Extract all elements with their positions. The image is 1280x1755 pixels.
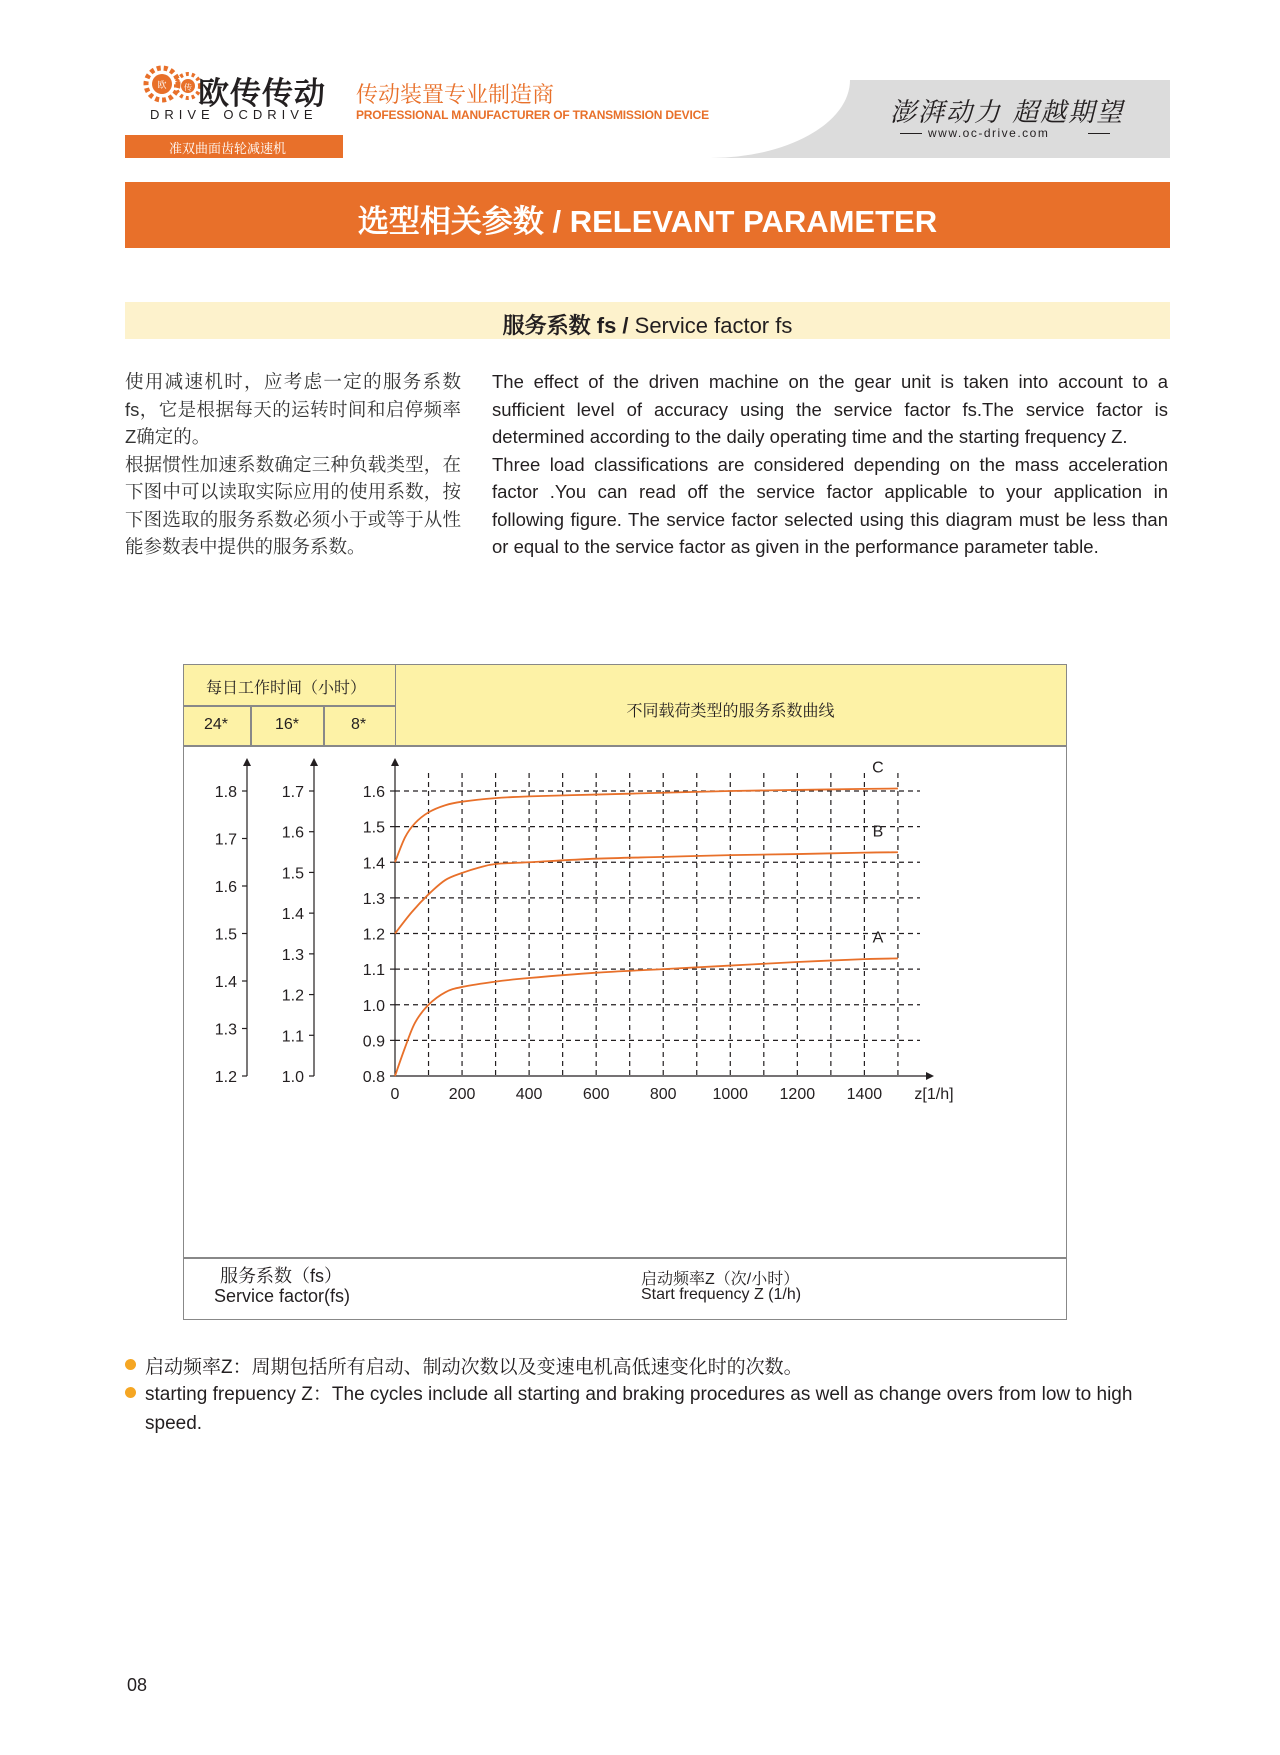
curve-C	[395, 789, 898, 863]
axis-8h-tick-label: 1.4	[362, 855, 385, 873]
x-unit-label: z[1/h]	[914, 1086, 954, 1103]
description-cn: 使用减速机时，应考虑一定的服务系数fs，它是根据每天的运转时间和启停频率Z确定的。 根据惯性加速系数确定三种负载类型，在下图中可以读取实际应用的使用系数，按下图选取的服务系数必须小于或等于从性能参数表中提供的服务系数。	[125, 371, 461, 557]
x-tick-label: 1000	[712, 1086, 749, 1103]
hours-16-label: 16*	[275, 716, 300, 733]
brand-name-cn: 欧传传动	[198, 76, 326, 111]
description-en-2: Three load classifications are considered depending on the mass acceleration factor .You can read off the service factor applicable to your application in following figure. The service factor selected using this diagram must be less than or equal to the service factor as given in the performance parameter table.	[492, 453, 1168, 557]
footer-fs-cn: 服务系数（fs）	[220, 1266, 343, 1286]
note-bullet-icon	[125, 1387, 136, 1398]
axis-24h-tick-label: 1.2	[214, 1069, 237, 1086]
page-number: 08	[127, 1675, 148, 1695]
description-en-1: The effect of the driven machine on the gear unit is taken into account to a sufficient level of accuracy using the service factor fs.The service factor is determined according to the daily operating time and the starting frequency Z.	[492, 371, 1168, 447]
axis-16h-arrow-icon	[310, 758, 318, 766]
note-cn: 启动频率Z：周期包括所有启动、制动次数以及变速电机高低速变化时的次数。	[145, 1357, 803, 1378]
svg-text:传: 传	[184, 83, 192, 92]
x-axis-arrow-icon	[926, 1072, 934, 1080]
axis-16h-tick-label: 1.7	[281, 784, 304, 801]
axis-8h-arrow-icon	[391, 758, 399, 766]
section-bar	[125, 302, 1170, 339]
axis-16h-tick-label: 1.1	[281, 1028, 304, 1046]
axis-16h-tick-label: 1.2	[281, 987, 304, 1005]
daily-hours-label: 每日工作时间（小时）	[206, 680, 367, 697]
title-banner	[125, 182, 1170, 248]
axis-16h-tick-label: 1.5	[281, 865, 304, 883]
tagline-cn: 传动装置专业制造商	[356, 82, 555, 107]
axis-8h-tick-label: 1.6	[362, 784, 385, 801]
axis-8h-tick-label: 1.2	[362, 926, 385, 944]
curve-B	[395, 852, 898, 933]
chart-header-divider	[184, 705, 395, 707]
axis-8h-tick-label: 1.1	[362, 962, 385, 980]
section-title-en: Service factor fs	[628, 313, 793, 338]
axis-24h-tick-label: 1.7	[214, 831, 237, 849]
curve-label-A: A	[872, 929, 884, 947]
curve-A	[395, 958, 898, 1076]
svg-text:欧: 欧	[157, 81, 167, 91]
hours-8-label: 8*	[351, 716, 367, 733]
axis-24h-tick-label: 1.3	[214, 1021, 237, 1039]
axis-16h-tick-label: 1.6	[281, 824, 304, 842]
axis-8h-tick-label: 1.0	[362, 997, 385, 1015]
axis-8h-tick-label: 0.8	[362, 1069, 385, 1086]
axis-24h-tick-label: 1.6	[214, 879, 237, 896]
x-tick-label: 600	[582, 1086, 610, 1103]
section-title-cn: 服务系数 fs /	[502, 313, 629, 338]
chart-col-divider-2	[323, 705, 325, 745]
website-rule-right	[1088, 133, 1110, 134]
chart-col-divider-1	[250, 705, 252, 745]
note-bullet-icon	[125, 1359, 136, 1370]
footer-fs-en: Service factor(fs)	[214, 1286, 351, 1306]
service-factor-chart	[184, 746, 1066, 1256]
axis-24h-tick-label: 1.4	[214, 974, 237, 991]
curve-label-C: C	[872, 759, 884, 777]
description-en	[492, 368, 1168, 561]
x-tick-label: 400	[515, 1086, 543, 1103]
note-en: starting frepuency Z：The cycles include all starting and braking procedures as well as change overs from low to high speed.	[145, 1384, 1133, 1434]
curve-label-B: B	[872, 823, 884, 841]
curves-title: 不同载荷类型的服务系数曲线	[626, 703, 835, 720]
axis-8h-tick-label: 1.5	[362, 819, 385, 837]
x-tick-label: 800	[649, 1086, 677, 1103]
x-tick-label: 0	[390, 1086, 400, 1103]
hours-24-label: 24*	[204, 716, 229, 733]
x-tick-label: 200	[448, 1086, 476, 1103]
axis-24h-tick-label: 1.8	[214, 784, 237, 801]
footer-z-en: Start frequency Z (1/h)	[641, 1286, 802, 1303]
category-tab	[125, 135, 343, 158]
website-rule-left	[900, 133, 922, 134]
axis-16h-tick-label: 1.3	[281, 946, 304, 964]
footer-z-cn: 启动频率Z（次/小时）	[641, 1271, 800, 1288]
axis-24h-arrow-icon	[243, 758, 251, 766]
category-label: 准双曲面齿轮减速机	[169, 141, 287, 156]
tagline-en: PROFESSIONAL MANUFACTURER OF TRANSMISSION DEVICE	[356, 108, 709, 122]
axis-16h-tick-label: 1.0	[281, 1069, 304, 1086]
x-tick-label: 1200	[779, 1086, 816, 1103]
axis-24h-tick-label: 1.5	[214, 926, 237, 944]
chart-footer-divider	[184, 1257, 1066, 1259]
x-tick-label: 1400	[846, 1086, 883, 1103]
axis-8h-tick-label: 0.9	[362, 1033, 385, 1051]
page-title: 选型相关参数 / RELEVANT PARAMETER	[357, 204, 938, 239]
slogan: 澎湃动力 超越期望	[890, 98, 1125, 128]
website: www.oc-drive.com	[928, 126, 1050, 140]
axis-16h-tick-label: 1.4	[281, 906, 304, 924]
section-title	[125, 309, 1170, 340]
brand-name-en: DRIVE OCDRIVE	[150, 107, 318, 122]
axis-8h-tick-label: 1.3	[362, 890, 385, 908]
